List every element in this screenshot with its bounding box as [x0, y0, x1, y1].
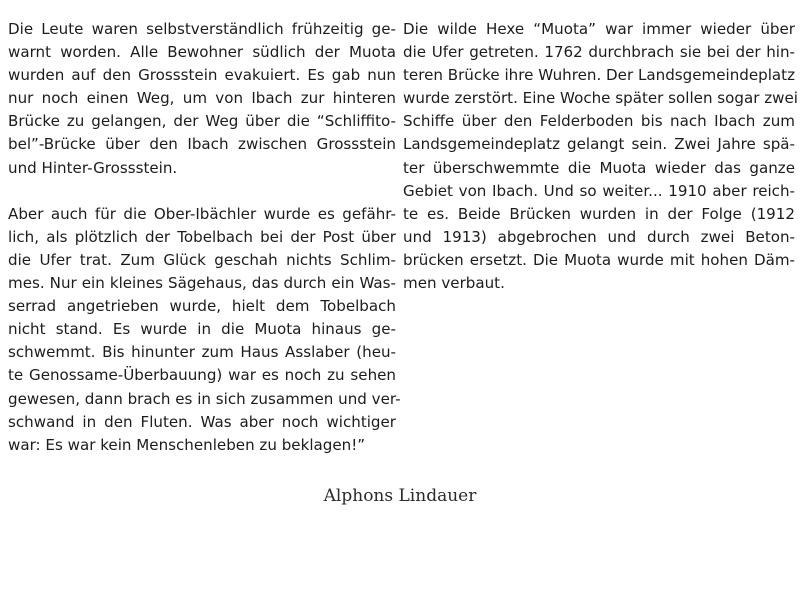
- text-line: teren Brücke ihre Wuhren. Der Landsgemeindeplatz: [403, 66, 795, 85]
- text-line: nur noch einen Weg, um von Ibach zur hinteren: [8, 89, 396, 108]
- text-line: mes. Nur ein kleines Sägehaus, das durch ein Was-: [8, 274, 396, 293]
- text-line: Brücke zu gelangen, der Weg über die “Schliffito-: [8, 112, 396, 131]
- text-line: serrad angetrieben wurde, hielt dem Tobelbach: [8, 297, 396, 316]
- right-column: [403, 18, 798, 295]
- text-line: die Ufer getreten. 1762 durchbrach sie bei der hin-: [403, 43, 795, 62]
- text-line: Landsgemeindeplatz gelangt sein. Zwei Jahre spä-: [403, 135, 795, 154]
- text-line: Die Leute waren selbstverständlich frühzeitig ge-: [8, 20, 396, 38]
- text-line: bel”-Brücke über den Ibach zwischen Grossstein: [8, 135, 396, 154]
- text-line: und 1913) abgebrochen und durch zwei Beton-: [403, 227, 795, 246]
- text-line: te es. Beide Brücken wurden in der Folge (1912: [403, 204, 795, 223]
- text-line: warnt worden. Alle Bewohner südlich der Muota: [8, 43, 396, 62]
- text-line: schwemmt. Bis hinunter zum Haus Asslaber (heu-: [8, 343, 396, 362]
- paragraph-spacer: [8, 180, 396, 203]
- text-line: te Genossame-Überbauung) war es noch zu sehen: [8, 366, 396, 385]
- left-column: [8, 18, 401, 457]
- text-line: nicht stand. Es wurde in die Muota hinaus ge-: [8, 320, 396, 339]
- text-line: Schiffe über den Felderboden bis nach Ibach zum: [403, 112, 795, 131]
- text-line: gewesen, dann brach es in sich zusammen und ver-: [8, 389, 401, 408]
- text-line: die Ufer trat. Zum Glück geschah nichts Schlim-: [8, 250, 396, 269]
- paragraph-muota-history: [403, 18, 798, 295]
- text-line: schwand in den Fluten. Was aber noch wichtiger: [8, 412, 396, 431]
- text-line: Gebiet von Ibach. Und so weiter... 1910 aber reich-: [403, 181, 795, 200]
- text-line: wurde zerstört. Eine Woche später sollen sogar zwei: [403, 89, 798, 108]
- text-line: lich, als plötzlich der Tobelbach bei der Post über: [8, 227, 396, 246]
- text-line: ter überschwemmte die Muota wieder das ganze: [403, 158, 795, 177]
- paragraph-evacuation: [8, 18, 396, 180]
- text-line: Die wilde Hexe “Muota” war immer wieder über: [403, 20, 795, 38]
- text-line: Aber auch für die Ober-Ibächler wurde es gefähr-: [8, 204, 396, 223]
- text-line: war: Es war kein Menschenleben zu beklagen!”: [8, 435, 366, 454]
- author-signature: Alphons Lindauer: [323, 486, 477, 506]
- text-line: brücken ersetzt. Die Muota wurde mit hohen Däm-: [403, 250, 795, 269]
- paragraph-tobelbach: [8, 203, 401, 457]
- text-line: und Hinter-Grossstein.: [8, 158, 178, 177]
- text-line: wurden auf den Grossstein evakuiert. Es gab nun: [8, 66, 396, 85]
- text-line: men verbaut.: [403, 274, 505, 293]
